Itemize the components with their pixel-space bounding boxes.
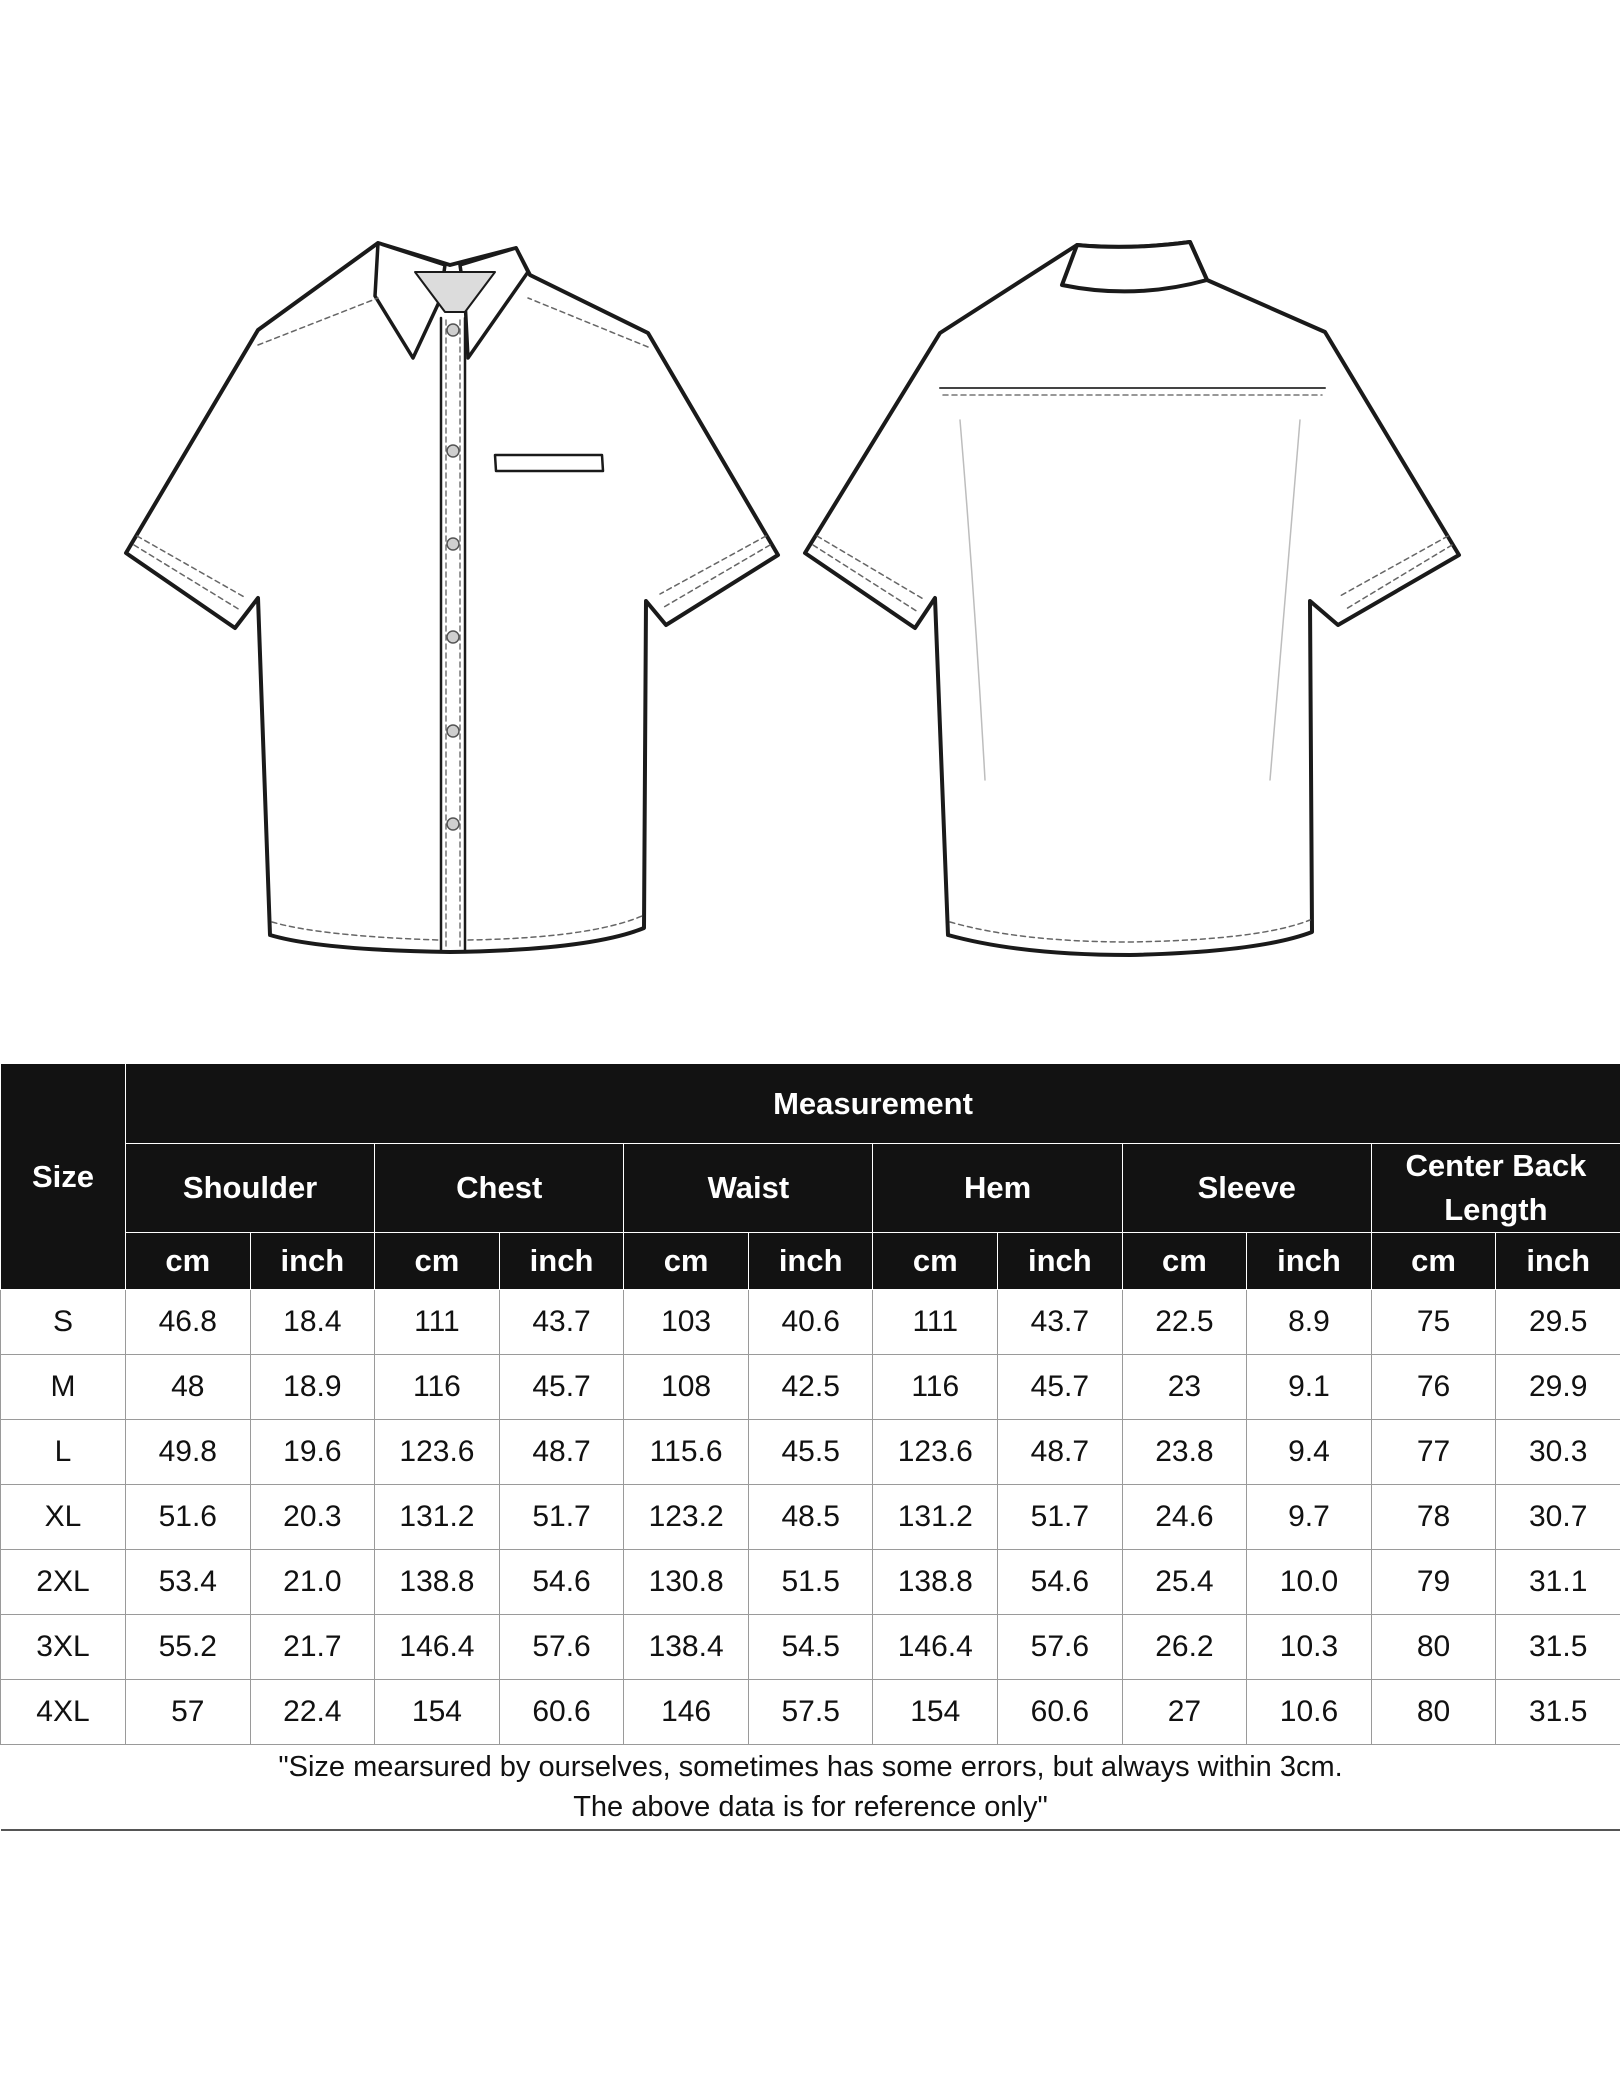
measurement-cell: 123.6 — [375, 1420, 500, 1485]
group-header-center-back-length: Center Back Length — [1371, 1144, 1620, 1233]
measurement-cell: 9.4 — [1247, 1420, 1372, 1485]
size-label-cell: 2XL — [1, 1550, 126, 1615]
unit-header: cm — [126, 1233, 251, 1290]
measurement-cell: 57.6 — [499, 1615, 624, 1680]
measurement-cell: 57.6 — [998, 1615, 1123, 1680]
size-column-header: Size — [1, 1064, 126, 1290]
size-label-cell: M — [1, 1355, 126, 1420]
unit-header: inch — [998, 1233, 1123, 1290]
measurement-cell: 55.2 — [126, 1615, 251, 1680]
measurement-cell: 77 — [1371, 1420, 1496, 1485]
size-label-cell: 4XL — [1, 1680, 126, 1745]
measurement-cell: 18.4 — [250, 1290, 375, 1355]
measurement-cell: 45.5 — [748, 1420, 873, 1485]
disclaimer-line-1: "Size mearsured by ourselves, sometimes has some errors, but always within 3cm. — [278, 1751, 1343, 1783]
measurement-cell: 30.7 — [1496, 1485, 1620, 1550]
measurement-cell: 60.6 — [998, 1680, 1123, 1745]
size-label-cell: L — [1, 1420, 126, 1485]
measurement-cell: 123.2 — [624, 1485, 749, 1550]
measurement-cell: 111 — [873, 1290, 998, 1355]
measurement-cell: 54.6 — [998, 1550, 1123, 1615]
measurement-cell: 131.2 — [873, 1485, 998, 1550]
measurement-cell: 8.9 — [1247, 1290, 1372, 1355]
measurement-cell: 23.8 — [1122, 1420, 1247, 1485]
unit-header: inch — [1247, 1233, 1372, 1290]
measurement-cell: 48 — [126, 1355, 251, 1420]
measurement-cell: 116 — [873, 1355, 998, 1420]
unit-header: cm — [375, 1233, 500, 1290]
measurement-cell: 26.2 — [1122, 1615, 1247, 1680]
measurement-cell: 30.3 — [1496, 1420, 1620, 1485]
measurement-cell: 10.0 — [1247, 1550, 1372, 1615]
measurement-header: Measurement — [126, 1064, 1620, 1144]
measurement-cell: 45.7 — [998, 1355, 1123, 1420]
measurement-cell: 48.7 — [998, 1420, 1123, 1485]
measurement-cell: 116 — [375, 1355, 500, 1420]
measurement-cell: 57 — [126, 1680, 251, 1745]
measurement-cell: 43.7 — [499, 1290, 624, 1355]
measurement-cell: 146.4 — [873, 1615, 998, 1680]
measurement-cell: 115.6 — [624, 1420, 749, 1485]
measurement-cell: 19.6 — [250, 1420, 375, 1485]
size-chart-table — [0, 1063, 1620, 1831]
measurement-cell: 31.5 — [1496, 1615, 1620, 1680]
measurement-cell: 10.6 — [1247, 1680, 1372, 1745]
measurement-cell: 48.7 — [499, 1420, 624, 1485]
measurement-cell: 54.6 — [499, 1550, 624, 1615]
group-header-hem: Hem — [873, 1144, 1122, 1233]
measurement-cell: 108 — [624, 1355, 749, 1420]
measurement-cell: 53.4 — [126, 1550, 251, 1615]
size-label-cell: 3XL — [1, 1615, 126, 1680]
back-collar — [1062, 242, 1207, 291]
measurement-cell: 10.3 — [1247, 1615, 1372, 1680]
measurement-cell: 79 — [1371, 1550, 1496, 1615]
measurement-cell: 31.1 — [1496, 1550, 1620, 1615]
unit-header: cm — [1371, 1233, 1496, 1290]
shirt-illustration — [0, 0, 1620, 1040]
measurement-cell: 146 — [624, 1680, 749, 1745]
measurement-cell: 9.1 — [1247, 1355, 1372, 1420]
measurement-cell: 22.5 — [1122, 1290, 1247, 1355]
measurement-cell: 51.7 — [499, 1485, 624, 1550]
measurement-cell: 29.9 — [1496, 1355, 1620, 1420]
measurement-cell: 51.5 — [748, 1550, 873, 1615]
measurement-cell: 78 — [1371, 1485, 1496, 1550]
measurement-cell: 31.5 — [1496, 1680, 1620, 1745]
group-header-shoulder: Shoulder — [126, 1144, 375, 1233]
measurement-cell: 51.6 — [126, 1485, 251, 1550]
group-header-sleeve: Sleeve — [1122, 1144, 1371, 1233]
measurement-cell: 76 — [1371, 1355, 1496, 1420]
measurement-cell: 23 — [1122, 1355, 1247, 1420]
measurement-cell: 154 — [375, 1680, 500, 1745]
measurement-cell: 43.7 — [998, 1290, 1123, 1355]
measurement-cell: 18.9 — [250, 1355, 375, 1420]
measurement-cell: 49.8 — [126, 1420, 251, 1485]
measurement-cell: 138.8 — [873, 1550, 998, 1615]
measurement-cell: 75 — [1371, 1290, 1496, 1355]
measurement-cell: 138.4 — [624, 1615, 749, 1680]
table-row — [1, 1550, 1620, 1615]
measurement-cell: 46.8 — [126, 1290, 251, 1355]
table-row — [1, 1420, 1620, 1485]
size-label-cell: XL — [1, 1485, 126, 1550]
measurement-cell: 25.4 — [1122, 1550, 1247, 1615]
unit-header: inch — [748, 1233, 873, 1290]
measurement-cell: 80 — [1371, 1615, 1496, 1680]
shirt-back-view — [805, 242, 1459, 955]
measurement-cell: 27 — [1122, 1680, 1247, 1745]
measurement-cell: 154 — [873, 1680, 998, 1745]
measurement-cell: 20.3 — [250, 1485, 375, 1550]
measurement-cell: 57.5 — [748, 1680, 873, 1745]
measurement-cell: 111 — [375, 1290, 500, 1355]
measurement-cell: 51.7 — [998, 1485, 1123, 1550]
measurement-cell: 45.7 — [499, 1355, 624, 1420]
measurement-cell: 40.6 — [748, 1290, 873, 1355]
measurement-cell: 131.2 — [375, 1485, 500, 1550]
measurement-cell: 22.4 — [250, 1680, 375, 1745]
measurement-cell: 24.6 — [1122, 1485, 1247, 1550]
measurement-cell: 146.4 — [375, 1615, 500, 1680]
measurement-cell: 48.5 — [748, 1485, 873, 1550]
table-row — [1, 1290, 1620, 1355]
measurement-cell: 21.0 — [250, 1550, 375, 1615]
shirt-front-view — [126, 243, 778, 952]
measurement-cell: 103 — [624, 1290, 749, 1355]
unit-header: cm — [873, 1233, 998, 1290]
measurement-cell: 138.8 — [375, 1550, 500, 1615]
unit-header: cm — [624, 1233, 749, 1290]
measurement-cell: 123.6 — [873, 1420, 998, 1485]
back-body-outline — [805, 242, 1459, 955]
unit-header: inch — [499, 1233, 624, 1290]
unit-header: cm — [1122, 1233, 1247, 1290]
measurement-cell: 29.5 — [1496, 1290, 1620, 1355]
measurement-cell: 54.5 — [748, 1615, 873, 1680]
table-row — [1, 1485, 1620, 1550]
measurement-cell: 130.8 — [624, 1550, 749, 1615]
measurement-cell: 21.7 — [250, 1615, 375, 1680]
disclaimer-line-2: The above data is for reference only" — [573, 1791, 1048, 1823]
unit-header: inch — [250, 1233, 375, 1290]
table-row — [1, 1355, 1620, 1420]
size-disclaimer — [1, 1745, 1620, 1831]
unit-header: inch — [1496, 1233, 1620, 1290]
size-rows — [1, 1290, 1620, 1745]
measurement-cell: 60.6 — [499, 1680, 624, 1745]
group-header-waist: Waist — [624, 1144, 873, 1233]
group-header-chest: Chest — [375, 1144, 624, 1233]
front-pocket — [495, 455, 603, 471]
measurement-cell: 9.7 — [1247, 1485, 1372, 1550]
table-row — [1, 1615, 1620, 1680]
measurement-cell: 42.5 — [748, 1355, 873, 1420]
table-row — [1, 1680, 1620, 1745]
size-label-cell: S — [1, 1290, 126, 1355]
measurement-cell: 80 — [1371, 1680, 1496, 1745]
